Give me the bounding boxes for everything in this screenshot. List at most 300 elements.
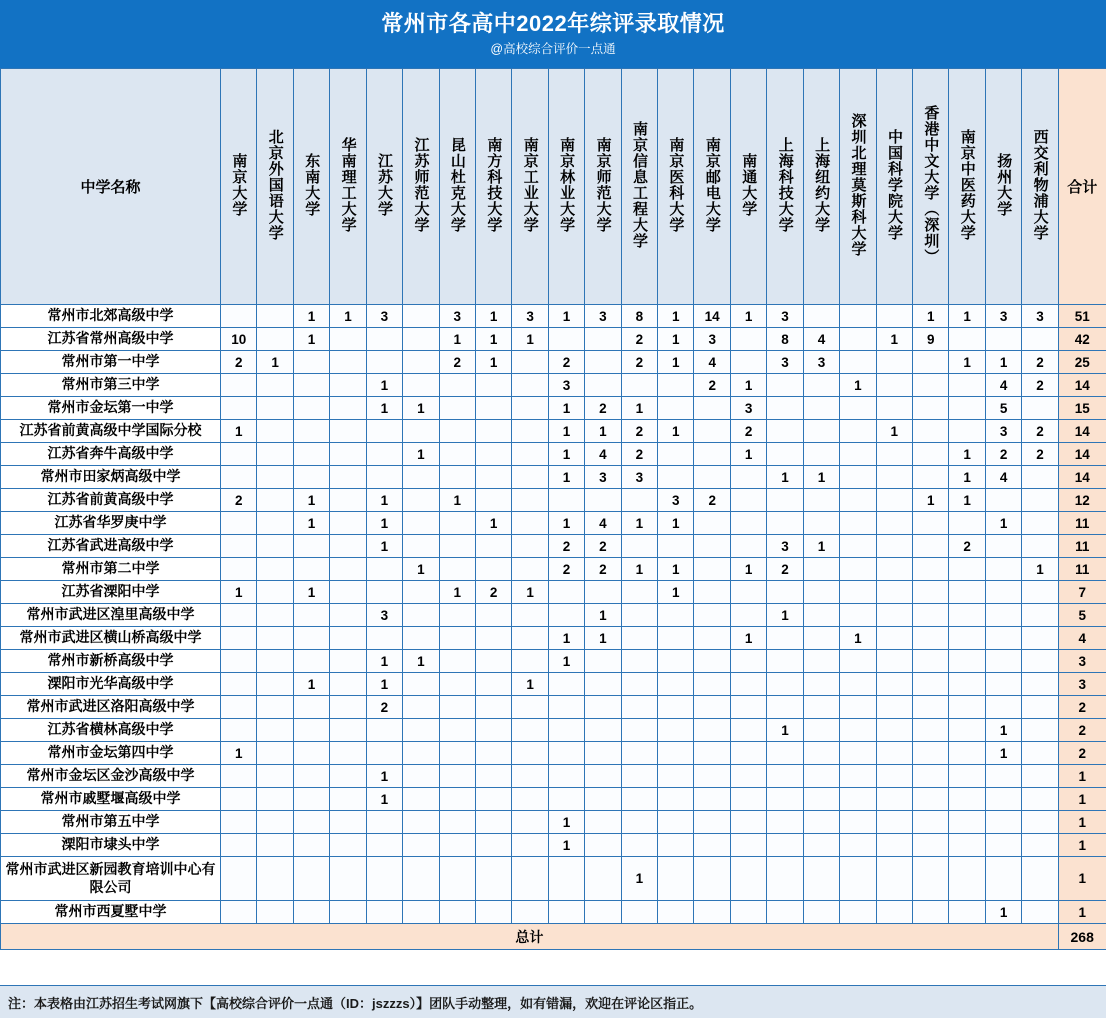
admission-count-cell (221, 512, 257, 535)
admission-count-cell: 4 (585, 443, 621, 466)
admission-count-cell (366, 558, 402, 581)
title-banner (0, 0, 1106, 68)
admission-count-cell (840, 765, 876, 788)
admission-count-cell (658, 811, 694, 834)
row-total-cell: 12 (1058, 489, 1106, 512)
row-total-cell: 15 (1058, 397, 1106, 420)
school-name-cell: 江苏省横林高级中学 (1, 719, 221, 742)
admission-count-cell (803, 627, 839, 650)
admission-count-cell (876, 535, 912, 558)
admission-count-cell (913, 811, 949, 834)
col-header-university-label: 扬州大学 (995, 152, 1013, 217)
admission-count-cell (366, 742, 402, 765)
school-name-cell: 常州市第一中学 (1, 351, 221, 374)
admission-count-cell (913, 374, 949, 397)
admission-count-cell (548, 581, 584, 604)
admission-count-cell (730, 328, 766, 351)
admission-count-cell: 1 (366, 512, 402, 535)
admission-count-cell (403, 535, 439, 558)
admission-count-cell (730, 811, 766, 834)
admission-count-cell (512, 719, 548, 742)
admission-count-cell: 1 (949, 443, 985, 466)
admission-count-cell: 2 (1022, 374, 1058, 397)
school-name-cell: 江苏省溧阳中学 (1, 581, 221, 604)
admission-count-cell (221, 696, 257, 719)
admission-count-cell (475, 719, 511, 742)
school-name-cell: 常州市西夏墅中学 (1, 901, 221, 924)
school-name-cell: 溧阳市埭头中学 (1, 834, 221, 857)
table-row (1, 443, 1106, 466)
admission-count-cell (221, 650, 257, 673)
admission-count-cell (1022, 811, 1058, 834)
admission-count-cell (330, 834, 366, 857)
admission-count-cell (658, 443, 694, 466)
admission-count-cell (403, 742, 439, 765)
admission-count-cell: 2 (548, 535, 584, 558)
admission-count-cell (439, 627, 475, 650)
admission-count-cell (876, 305, 912, 328)
admission-count-cell (585, 857, 621, 901)
admission-count-cell (585, 811, 621, 834)
admission-count-cell (585, 719, 621, 742)
admission-count-cell (257, 305, 293, 328)
school-name-cell: 常州市田家炳高级中学 (1, 466, 221, 489)
row-total-cell: 1 (1058, 788, 1106, 811)
school-name-cell: 江苏省常州高级中学 (1, 328, 221, 351)
admission-count-cell: 1 (913, 305, 949, 328)
col-header-university (221, 69, 257, 305)
admission-count-cell (585, 901, 621, 924)
admission-count-cell (803, 788, 839, 811)
admission-count-cell (694, 742, 730, 765)
admission-count-cell (293, 374, 329, 397)
admission-count-cell: 1 (366, 788, 402, 811)
admission-count-cell: 1 (1022, 558, 1058, 581)
admission-count-cell (767, 742, 803, 765)
admission-count-cell (475, 857, 511, 901)
table-row (1, 581, 1106, 604)
admission-count-cell: 1 (730, 627, 766, 650)
admission-count-cell: 3 (985, 420, 1021, 443)
admission-count-cell (330, 901, 366, 924)
admission-count-cell: 14 (694, 305, 730, 328)
admission-count-cell (221, 443, 257, 466)
col-header-university (694, 69, 730, 305)
admission-count-cell (475, 834, 511, 857)
admission-count-cell (730, 788, 766, 811)
admission-count-cell (221, 374, 257, 397)
admission-count-cell (366, 466, 402, 489)
admission-count-cell (1022, 604, 1058, 627)
admission-count-cell: 2 (1022, 420, 1058, 443)
grand-total-row (1, 924, 1106, 950)
admission-count-cell (1022, 742, 1058, 765)
admission-count-cell (694, 650, 730, 673)
header-row (1, 69, 1106, 305)
admission-count-cell (439, 811, 475, 834)
admission-count-cell (985, 627, 1021, 650)
admission-count-cell: 1 (366, 397, 402, 420)
admission-count-cell (257, 765, 293, 788)
admission-count-cell (330, 719, 366, 742)
admission-count-cell (257, 604, 293, 627)
table-row (1, 834, 1106, 857)
row-total-cell: 14 (1058, 466, 1106, 489)
admission-count-cell (876, 901, 912, 924)
admission-count-cell (330, 604, 366, 627)
admission-count-cell (621, 742, 657, 765)
admission-count-cell: 1 (548, 443, 584, 466)
admission-count-cell (221, 811, 257, 834)
admission-count-cell (475, 558, 511, 581)
admission-count-cell (512, 535, 548, 558)
col-header-university-label: 东南大学 (303, 152, 321, 217)
table-row (1, 673, 1106, 696)
admission-count-cell: 2 (1022, 443, 1058, 466)
school-name-cell: 常州市武进区湟里高级中学 (1, 604, 221, 627)
admission-count-cell (1022, 535, 1058, 558)
admission-count-cell (803, 305, 839, 328)
col-header-university-label: 南京医科大学 (667, 136, 685, 233)
admission-count-cell (876, 719, 912, 742)
admission-count-cell (949, 834, 985, 857)
admission-count-cell (439, 397, 475, 420)
admission-count-cell (330, 512, 366, 535)
admission-count-cell: 1 (548, 650, 584, 673)
admission-count-cell: 2 (621, 420, 657, 443)
admission-count-cell: 1 (439, 328, 475, 351)
admission-count-cell (293, 788, 329, 811)
admission-count-cell: 1 (658, 305, 694, 328)
row-total-cell: 1 (1058, 901, 1106, 924)
admission-count-cell (876, 673, 912, 696)
admission-count-cell: 2 (767, 558, 803, 581)
admission-count-cell (439, 834, 475, 857)
admission-count-cell: 8 (621, 305, 657, 328)
table-row (1, 811, 1106, 834)
row-total-cell: 11 (1058, 558, 1106, 581)
admission-count-cell (694, 443, 730, 466)
admission-count-cell (330, 811, 366, 834)
admission-count-cell (403, 834, 439, 857)
col-header-university (257, 69, 293, 305)
admission-count-cell (840, 420, 876, 443)
admission-count-cell (585, 673, 621, 696)
admission-count-cell: 2 (366, 696, 402, 719)
school-name-cell: 江苏省华罗庚中学 (1, 512, 221, 535)
admission-count-cell: 1 (985, 512, 1021, 535)
col-header-university-label: 上海科技大学 (776, 136, 794, 233)
admission-count-cell: 1 (221, 742, 257, 765)
admission-count-cell: 2 (221, 489, 257, 512)
admission-count-cell (257, 719, 293, 742)
admission-count-cell (730, 535, 766, 558)
admission-count-cell: 2 (1022, 351, 1058, 374)
admission-count-cell (221, 765, 257, 788)
admission-count-cell (585, 351, 621, 374)
admission-count-cell: 3 (730, 397, 766, 420)
admission-count-cell (840, 305, 876, 328)
admission-count-cell: 2 (548, 558, 584, 581)
admission-count-cell: 1 (730, 374, 766, 397)
admission-count-cell (767, 420, 803, 443)
admission-count-cell (439, 857, 475, 901)
admission-count-cell (439, 512, 475, 535)
admission-count-cell (767, 397, 803, 420)
col-header-university (767, 69, 803, 305)
col-header-university (475, 69, 511, 305)
admission-count-cell (913, 834, 949, 857)
admission-count-cell: 2 (694, 374, 730, 397)
admission-count-cell (257, 397, 293, 420)
row-total-cell: 14 (1058, 374, 1106, 397)
admission-count-cell (694, 558, 730, 581)
table-row (1, 765, 1106, 788)
admission-count-cell (403, 374, 439, 397)
table-row (1, 558, 1106, 581)
admission-count-cell: 1 (621, 397, 657, 420)
admission-count-cell (1022, 765, 1058, 788)
admission-count-cell (840, 901, 876, 924)
admission-count-cell (1022, 857, 1058, 901)
admission-count-cell (694, 788, 730, 811)
col-header-university-label: 深圳北理莫斯科大学 (849, 112, 867, 257)
admission-count-cell (221, 673, 257, 696)
table-row (1, 374, 1106, 397)
admission-count-cell (621, 374, 657, 397)
admission-count-cell (366, 811, 402, 834)
admission-count-cell (512, 696, 548, 719)
admission-count-cell (767, 788, 803, 811)
admission-count-cell: 1 (366, 765, 402, 788)
admission-count-cell (330, 788, 366, 811)
admission-count-cell (840, 696, 876, 719)
admission-count-cell (985, 489, 1021, 512)
admission-count-cell (330, 673, 366, 696)
table-foot (1, 924, 1106, 950)
admission-count-cell (439, 673, 475, 696)
admission-count-cell (949, 328, 985, 351)
admission-count-cell (221, 466, 257, 489)
table-row (1, 512, 1106, 535)
admission-count-cell (913, 696, 949, 719)
admission-count-cell (658, 604, 694, 627)
admission-count-cell: 3 (439, 305, 475, 328)
admission-count-cell: 1 (439, 489, 475, 512)
admission-count-cell (913, 719, 949, 742)
row-total-cell: 11 (1058, 512, 1106, 535)
admissions-table (0, 68, 1106, 950)
admission-count-cell (767, 765, 803, 788)
admission-count-cell (293, 811, 329, 834)
admission-count-cell (913, 535, 949, 558)
admission-count-cell (475, 627, 511, 650)
admission-count-cell (985, 581, 1021, 604)
admission-count-cell (512, 374, 548, 397)
admission-count-cell (1022, 512, 1058, 535)
admission-count-cell: 2 (585, 397, 621, 420)
admission-count-cell (512, 351, 548, 374)
admission-count-cell: 1 (548, 512, 584, 535)
admission-count-cell (694, 696, 730, 719)
admission-count-cell (585, 374, 621, 397)
admission-count-cell (913, 466, 949, 489)
admission-count-cell (949, 742, 985, 765)
admission-count-cell (840, 489, 876, 512)
admission-count-cell (403, 305, 439, 328)
admission-count-cell (439, 901, 475, 924)
admission-count-cell (985, 328, 1021, 351)
admission-count-cell (803, 811, 839, 834)
admission-count-cell (548, 742, 584, 765)
admission-count-cell (439, 604, 475, 627)
admission-count-cell (621, 696, 657, 719)
admission-count-cell (803, 719, 839, 742)
admission-count-cell (949, 696, 985, 719)
admission-count-cell (913, 765, 949, 788)
admission-count-cell (548, 673, 584, 696)
admission-count-cell (658, 397, 694, 420)
admission-count-cell: 1 (221, 420, 257, 443)
admission-count-cell (913, 512, 949, 535)
admission-count-cell (221, 834, 257, 857)
col-header-university-label: 香港中文大学（深圳） (922, 104, 940, 265)
admission-count-cell: 2 (949, 535, 985, 558)
admission-count-cell (439, 788, 475, 811)
admission-count-cell (658, 696, 694, 719)
admission-count-cell (621, 901, 657, 924)
admission-count-cell (366, 581, 402, 604)
admission-count-cell: 1 (585, 604, 621, 627)
admission-count-cell (221, 397, 257, 420)
admission-count-cell (439, 374, 475, 397)
school-name-cell: 常州市武进区横山桥高级中学 (1, 627, 221, 650)
admission-count-cell: 3 (985, 305, 1021, 328)
admission-count-cell (876, 811, 912, 834)
page-subtitle: @高校综合评价一点通 (490, 42, 616, 56)
admission-count-cell (730, 604, 766, 627)
admission-count-cell (803, 834, 839, 857)
row-total-cell: 4 (1058, 627, 1106, 650)
admission-count-cell (475, 535, 511, 558)
admission-count-cell (548, 765, 584, 788)
admission-count-cell: 2 (585, 558, 621, 581)
admission-count-cell (512, 443, 548, 466)
table-row (1, 901, 1106, 924)
admission-count-cell: 1 (767, 604, 803, 627)
col-header-university (330, 69, 366, 305)
admission-count-cell: 1 (293, 489, 329, 512)
admission-count-cell (803, 512, 839, 535)
admission-count-cell (293, 466, 329, 489)
admission-count-cell: 1 (366, 535, 402, 558)
admission-count-cell (366, 901, 402, 924)
admission-count-cell (293, 719, 329, 742)
admission-count-cell (330, 420, 366, 443)
admission-count-cell (330, 696, 366, 719)
admission-count-cell (913, 558, 949, 581)
admission-count-cell (985, 535, 1021, 558)
admission-count-cell (876, 374, 912, 397)
row-total-cell: 3 (1058, 650, 1106, 673)
admission-count-cell: 4 (585, 512, 621, 535)
admission-count-cell: 4 (985, 374, 1021, 397)
admission-count-cell (1022, 650, 1058, 673)
row-total-cell: 2 (1058, 719, 1106, 742)
admission-count-cell (803, 489, 839, 512)
admission-count-cell (658, 673, 694, 696)
admission-count-cell (257, 811, 293, 834)
col-header-university-label: 西交利物浦大学 (1031, 128, 1049, 241)
admission-count-cell (330, 489, 366, 512)
admission-count-cell (257, 489, 293, 512)
school-name-cell: 江苏省奔牛高级中学 (1, 443, 221, 466)
admission-count-cell: 1 (585, 627, 621, 650)
admission-count-cell (403, 627, 439, 650)
school-name-cell: 溧阳市光华高级中学 (1, 673, 221, 696)
admission-count-cell: 1 (658, 328, 694, 351)
school-name-cell: 常州市金坛区金沙高级中学 (1, 765, 221, 788)
admission-count-cell: 1 (403, 558, 439, 581)
admission-count-cell (475, 604, 511, 627)
admission-count-cell (221, 788, 257, 811)
school-name-cell: 常州市金坛第四中学 (1, 742, 221, 765)
admission-count-cell (293, 627, 329, 650)
col-header-university (439, 69, 475, 305)
admission-count-cell (949, 673, 985, 696)
table-row (1, 420, 1106, 443)
admission-count-cell (330, 765, 366, 788)
admission-count-cell (767, 581, 803, 604)
admission-count-cell (293, 742, 329, 765)
admission-count-cell: 1 (621, 558, 657, 581)
row-total-cell: 1 (1058, 857, 1106, 901)
admission-count-cell (730, 489, 766, 512)
admission-count-cell (913, 604, 949, 627)
admission-count-cell (658, 788, 694, 811)
row-total-cell: 1 (1058, 811, 1106, 834)
row-total-cell: 7 (1058, 581, 1106, 604)
admission-count-cell: 3 (1022, 305, 1058, 328)
admission-count-cell (403, 489, 439, 512)
school-name-cell: 常州市第五中学 (1, 811, 221, 834)
admission-count-cell (257, 650, 293, 673)
admission-count-cell (221, 901, 257, 924)
admission-count-cell (257, 466, 293, 489)
admission-count-cell (475, 811, 511, 834)
admission-count-cell (658, 627, 694, 650)
admission-count-cell: 1 (403, 443, 439, 466)
admission-count-cell (985, 765, 1021, 788)
admission-count-cell (949, 420, 985, 443)
table-row (1, 627, 1106, 650)
admission-count-cell: 1 (730, 443, 766, 466)
admission-count-cell (876, 650, 912, 673)
admission-count-cell (658, 466, 694, 489)
admission-count-cell: 1 (403, 650, 439, 673)
col-header-university-label: 南京林业大学 (558, 136, 576, 233)
admission-count-cell: 1 (658, 351, 694, 374)
admission-count-cell: 1 (475, 512, 511, 535)
admission-count-cell (985, 604, 1021, 627)
admission-count-cell (803, 581, 839, 604)
admission-count-cell (366, 719, 402, 742)
admission-count-cell: 1 (730, 305, 766, 328)
admission-count-cell (1022, 466, 1058, 489)
col-header-university-label: 中国科学院大学 (885, 128, 903, 241)
admission-count-cell (293, 420, 329, 443)
admission-count-cell (475, 788, 511, 811)
